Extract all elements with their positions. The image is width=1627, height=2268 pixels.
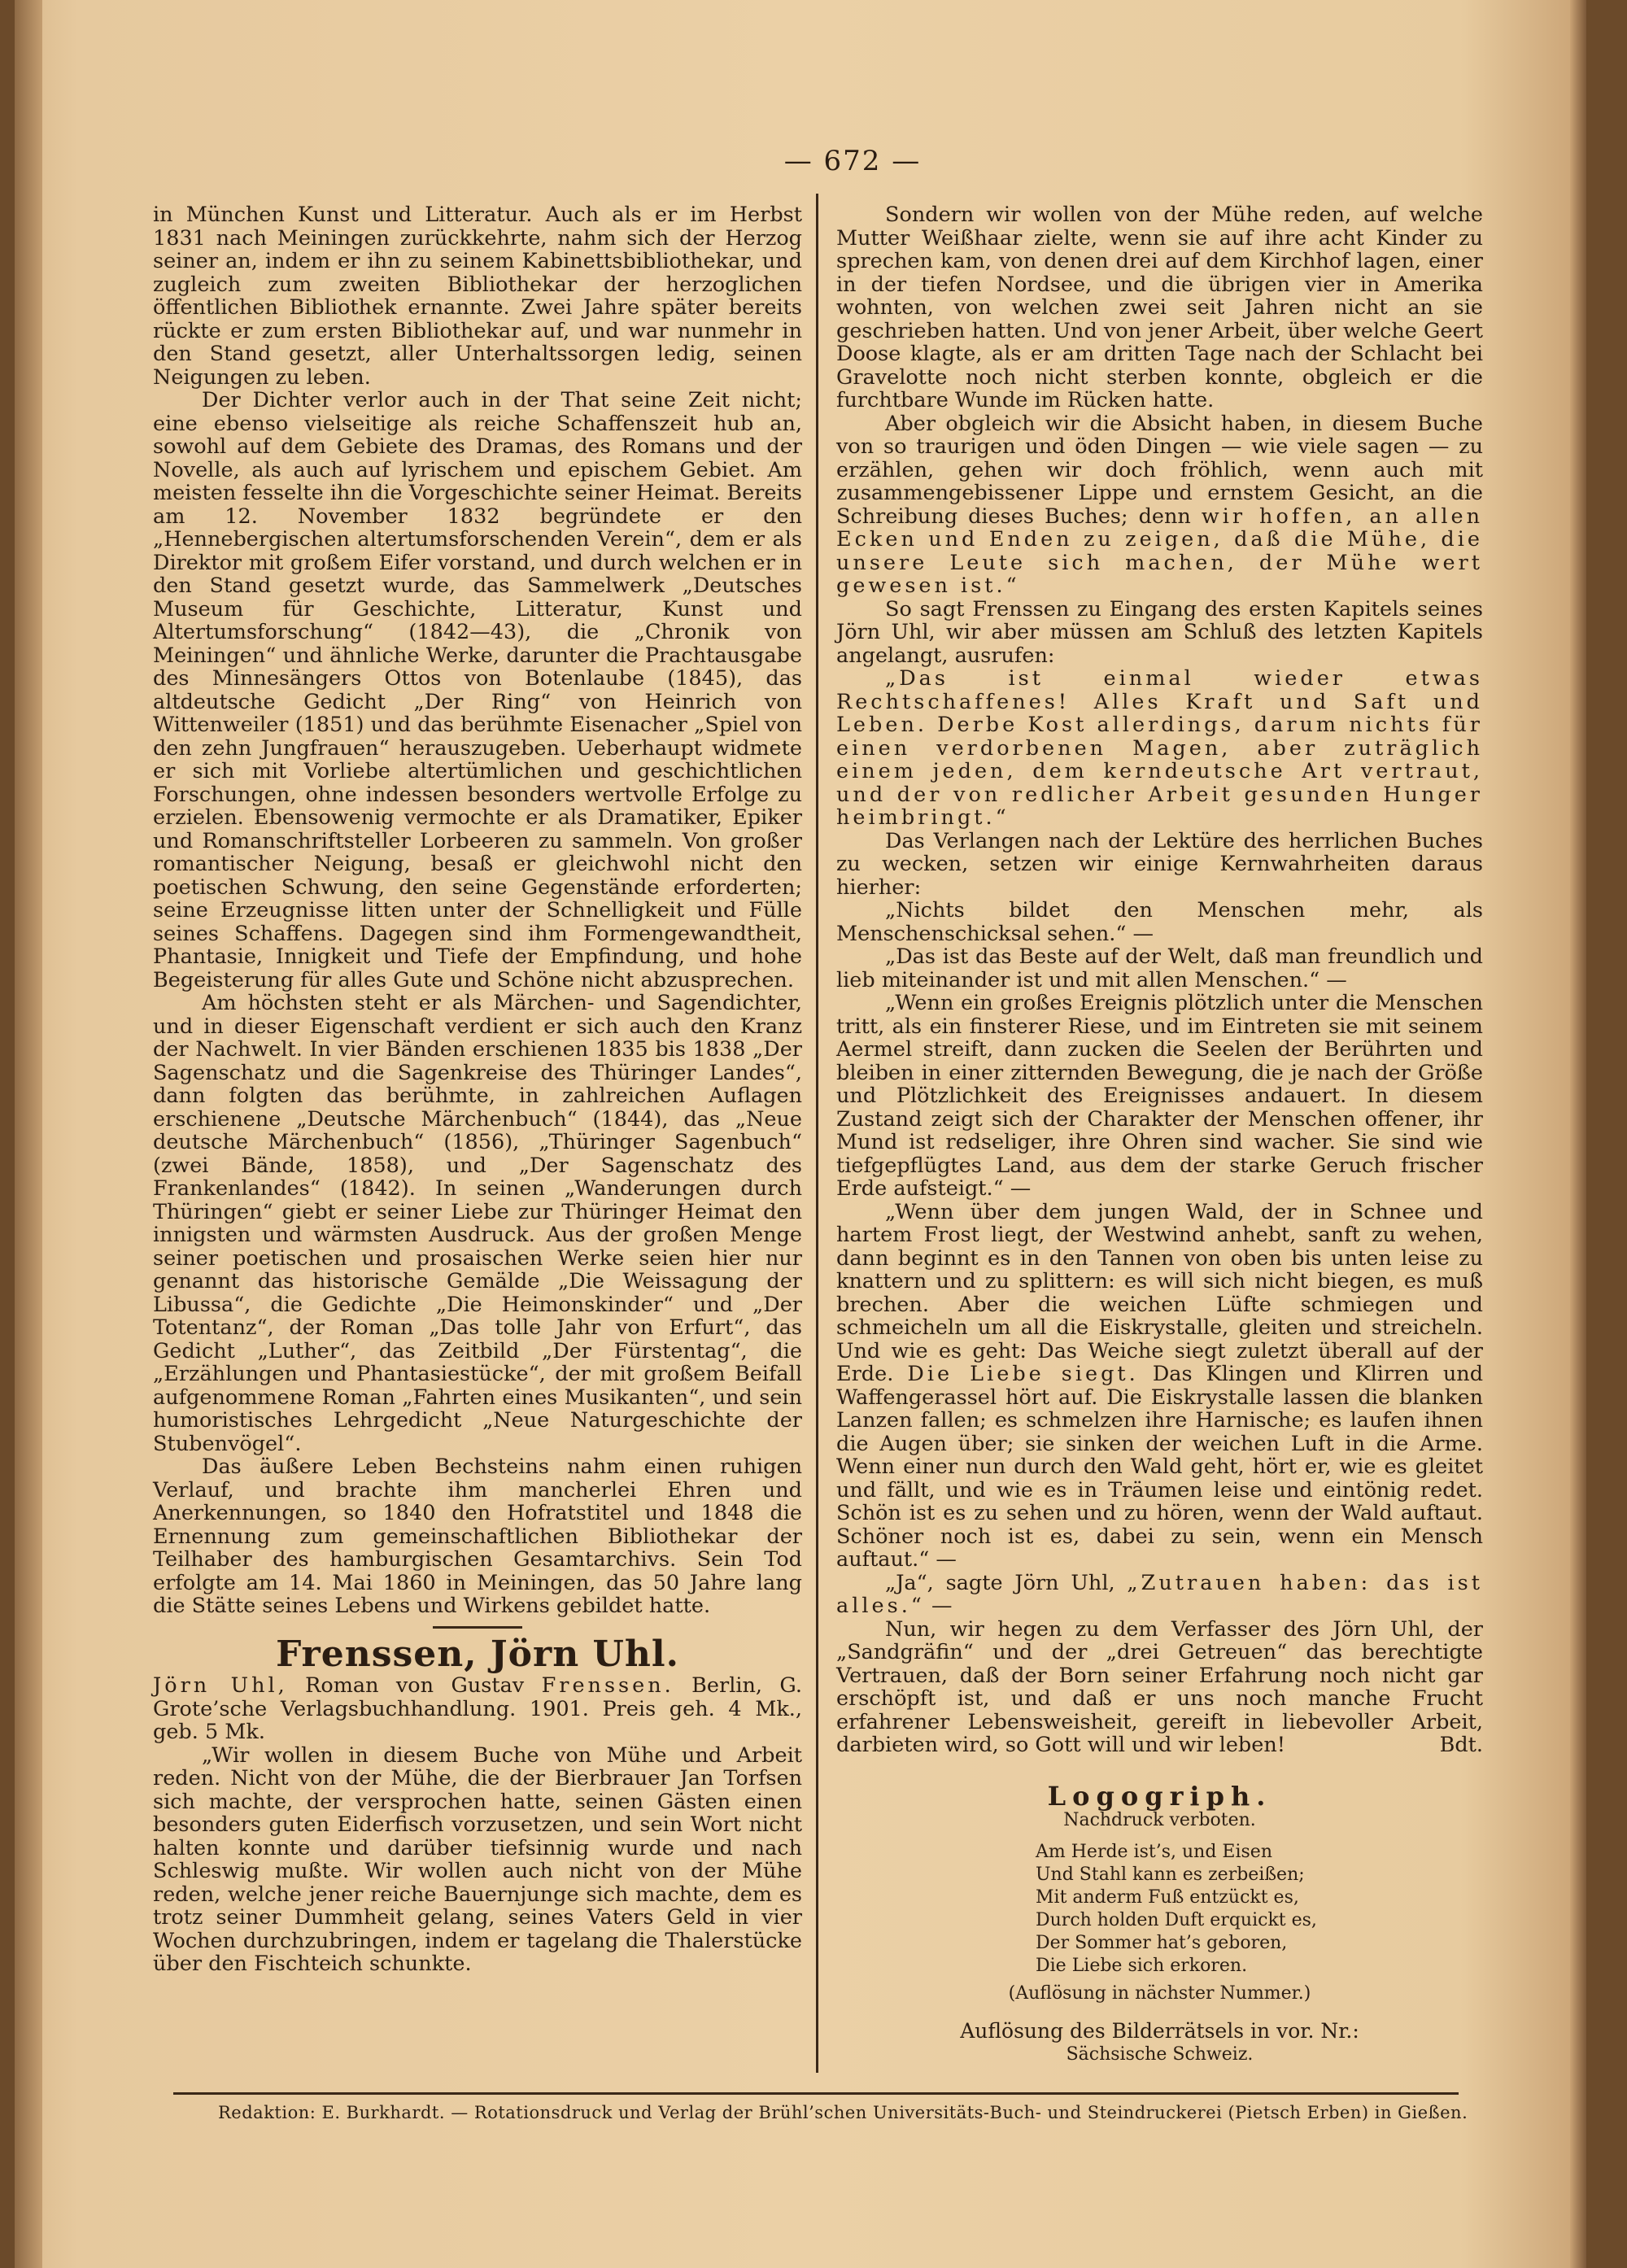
poem-line: Die Liebe sich erkoren.	[1036, 1955, 1248, 1976]
review-paragraph-2-text: Aber obgleich wir die Absicht haben, in diesem Buche von so traurigen und öden Dingen — wie viele sagen — zu erzählen, gehen wir doch fröhlich, wenn auch mit zusammengebissener Lippe und ernstem Gesicht, an die Schreibung dieses Buches; denn	[836, 411, 1483, 529]
quote-4-spaced: Die Liebe siegt.	[907, 1362, 1139, 1386]
review-paragraph-2-spaced: wir hoffen, an allen Ecken und Enden zu zeigen, daß die Mühe, die unsere Leute sich machen, der Mühe wert gewesen ist.“	[836, 504, 1483, 598]
imprint-footer: Redaktion: E. Burkhardt. — Rotationsdruck und Verlag der Brühl’schen Universitäts-Buch- und Steindruckerei (Pietsch Erben) in Gießen.	[218, 2103, 1468, 2122]
bibliographic-entry	[153, 1674, 802, 1744]
quote-5-text-b: —	[931, 1594, 953, 1618]
quote-4-text-b: Das Klingen und Klirren und Waffengerassel hört auf. Die Eiskrystalle lassen die blanken Lanzen fallen; es schmelzen ihre Harnische; es laufen ihnen die Augen über; sie sinken der weichen Luft in die Arme. Wenn einer nun durch den Wald geht, hört er, wie es gleitet und fällt, und wie es in Träumen leise und eintönig redet. Schön ist es zu sehen und zu hören, wenn der Wald auftaut. Schöner noch ist es, dabei zu sein, wenn ein Mensch auftaut.“ —	[836, 1362, 1484, 1572]
picture-puzzle-answer: Sächsische Schweiz.	[1066, 2043, 1254, 2065]
poem-line: Mit anderm Fuß entzückt es,	[1036, 1886, 1299, 1908]
poem-line: Am Herde ist’s, und Eisen	[1036, 1841, 1272, 1862]
page-edge	[1570, 0, 1586, 2268]
review-exclamation: „Das ist einmal wieder etwas Rechtschaffenes! Alles Kraft und Saft und Leben. Derbe Kost allerdings, darum nichts für einen verdorbenen Magen, aber zuträglich einem jeden, dem kerndeutsche Art vertraut, und der von redlicher Arbeit gesunden Hunger heimbringt.“	[836, 666, 1483, 830]
review-signature: Bdt.	[1439, 1733, 1483, 1757]
right-column	[836, 203, 1483, 2066]
book-author: Frenssen.	[541, 1673, 674, 1698]
quote-4	[836, 1201, 1483, 1572]
poem-line: Und Stahl kann es zerbeißen;	[1036, 1864, 1305, 1885]
quote-5	[836, 1572, 1483, 1618]
review-paragraph-2	[836, 412, 1483, 598]
book-title: Jörn Uhl,	[153, 1673, 288, 1698]
logogriph-heading: Logogriph.	[1047, 1780, 1272, 1812]
footer-rule	[173, 2092, 1459, 2095]
poem-line: Durch holden Duft erquickt es,	[1036, 1909, 1317, 1930]
solution-note: (Auflösung in nächster Nummer.)	[1008, 1982, 1311, 2004]
bechstein-paragraph-2: Der Dichter verlor auch in der That seine Zeit nicht; eine ebenso vielseitige als reiche Schaffenszeit hub an, sowohl auf dem Gebiete des Dramas, des Romans und der Novelle, als auch auf lyrischem und epischem Gebiet. Am meisten fesselte ihn die Vorgeschichte seiner Heimat. Bereits am 12. November 1832 begründete er den „Hennebergischen altertumsforschenden Verein“, dem er als Direktor mit großem Eifer vorstand, und durch welchen er in den Stand gesetzt wurde, das Sammelwerk „Deutsches Museum für Geschichte, Litteratur, Kunst und Altertumsforschung“ (1842—43), die „Chronik von Meiningen“ und ähnliche Werke, darunter die Prachtausgabe des Minnesängers Ottos von Botenlaube (1845), das altdeutsche Gedicht „Der Ring“ von Heinrich von Wittenweiler (1851) und das berühmte Eisenacher „Spiel von den zehn Jungfrauen“ herauszugeben. Ueberhaupt widmete er sich mit Vorliebe altertümlichen und geschichtlichen Forschungen, ohne indessen besonders wertvolle Erfolge zu erzielen. Ebensowenig vermochte er als Dramatiker, Epiker und Romanschriftsteller Lorbeeren zu sammeln. Von großer romantischer Neigung, besaß er gleichwohl nicht den poetischen Schwung, den seine Gegenstände erforderten; seine Erzeugnisse litten unter der Schnelligkeit und Fülle seines Schaffens. Dagegen sind ihm Formengewandtheit, Phantasie, Innigkeit und Tiefe der Empfindung, und hohe Begeisterung für alles Gute und Schöne nicht abzusprechen.	[153, 388, 802, 992]
quote-2: „Das ist das Beste auf der Welt, daß man freundlich und lieb miteinander ist und mit allen Menschen.“ —	[836, 944, 1483, 992]
quote-3: „Wenn ein großes Ereignis plötzlich unter die Menschen tritt, als ein finsterer Riese, und im Eintreten sie mit seinem Aermel streift, dann zucken die Seelen der Berührten und bleiben in einer zitternden Bewegung, die je nach der Größe und Plötzlichkeit des Ereignisses andauert. In diesem Zustand zeigt sich der Charakter der Menschen offener, ihr Mund ist redseliger, ihre Ohren sind wacher. Sie sind wie tiefgepflügtes Land, aus dem der starke Geruch frischer Erde aufsteigt.“ —	[836, 991, 1483, 1201]
logogriph-note: Nachdruck verboten.	[1063, 1810, 1256, 1830]
book-publisher: Berlin, G. Grote’sche Verlagsbuchhandlung. 1901. Preis geh. 4 Mk., geb. 5 Mk.	[153, 1673, 802, 1744]
bechstein-paragraph-3: Am höchsten steht er als Märchen- und Sagendichter, und in dieser Eigenschaft verdient er sich auch den Kranz der Nachwelt. In vier Bänden erschienen 1835 bis 1838 „Der Sagenschatz und die Sagenkreise des Thüringer Landes“, dann folgten das berühmte, in zahlreichen Auflagen erschienene „Deutsche Märchenbuch“ (1844), das „Neue deutsche Märchenbuch“ (1856), „Thüringer Sagenbuch“ (zwei Bände, 1858), und „Der Sagenschatz des Frankenlandes“ (1842). In seinen „Wanderungen durch Thüringen“ giebt er seiner Liebe zur Thüringer Heimat den innigsten und wärmsten Ausdruck. Aus der großen Menge seiner poetischen und prosaischen Werke seien hier nur genannt das historische Gemälde „Die Weissagung der Libussa“, die Gedichte „Die Heimonskinder“ und „Der Totentanz“, der Roman „Das tolle Jahr von Erfurt“, das Gedicht „Luther“, das Zeitbild „Der Fürstentag“, die „Erzählungen und Phantasiestücke“, der mit großem Beifall aufgenommene Roman „Fahrten eines Musikanten“, und sein humoristisches Lehrgedicht „Neue Naturgeschichte der Stubenvögel“.	[153, 991, 802, 1456]
review-closing-text: Nun, wir hegen zu dem Verfasser des Jörn Uhl, der „Sandgräfin“ und der „drei Getreuen“ das berechtigte Vertrauen, daß der Born seiner Erfahrung noch nicht gar erschöpft ist, und daß er uns noch manche Frucht erfahrener Lebensweisheit, gereift in liebevoller Arbeit, darbieten wird, so Gott will und wir leben!	[836, 1616, 1483, 1757]
review-paragraph-5: Das Verlangen nach der Lektüre des herrlichen Buches zu wecken, setzen wir einige Kernwahrheiten daraus hierher:	[836, 828, 1483, 900]
review-paragraph-1: Sondern wir wollen von der Mühe reden, auf welche Mutter Weißhaar zielte, wenn sie auf ihre acht Kinder zu sprechen kam, von denen drei auf dem Kirchhof lagen, einer in der tiefen Nordsee, und die übrigen vier in Amerika wohnten, von welchen zwei seit Jahren nicht an sie geschrieben hatten. Und von jener Arbeit, über welche Geert Doose klagte, als er am dritten Tage nach der Schlacht bei Gravelotte noch nicht sterben konnte, obgleich er die furchtbare Wunde im Rücken hatte.	[836, 203, 1483, 412]
page-spine	[15, 0, 42, 2268]
bechstein-paragraph-1: in München Kunst und Litteratur. Auch als er im Herbst 1831 nach Meiningen zurückkehrte, nahm sich der Herzog seiner an, indem er ihn zu seinem Kabinettsbibliothekar, und zugleich zum zweiten Bibliothekar der herzoglichen öffentlichen Bibliothek ernannte. Zwei Jahre später bereits rückte er zum ersten Bibliothekar auf, und war nunmehr in den Stand gesetzt, aller Unterhaltssorgen ledig, seinen Neigungen zu leben.	[153, 203, 802, 390]
quote-5-text-a: „Ja“, sagte Jörn Uhl,	[885, 1570, 1115, 1595]
left-column	[153, 203, 802, 1976]
picture-puzzle-answer-label: Auflösung des Bilderrätsels in vor. Nr.:	[960, 2019, 1359, 2043]
book-author-prefix: Roman von Gustav	[305, 1673, 525, 1698]
column-divider	[816, 194, 818, 2073]
review-heading: Frenssen, Jörn Uhl.	[276, 1633, 679, 1675]
section-separator	[433, 1626, 522, 1629]
bechstein-paragraph-4: Das äußere Leben Bechsteins nahm einen ruhigen Verlauf, und brachte ihm mancherlei Ehren und Anerkennungen, so 1840 den Hofratstitel und 1848 die Ernennung zum gemeinschaftlichen Bibliothekar der Teilhaber des hamburgischen Gesamtarchivs. Sein Tod erfolgte am 14. Mai 1860 in Meiningen, das 50 Jahre lang die Stätte seines Lebens und Wirkens gebildet hatte.	[153, 1455, 802, 1618]
newspaper-page	[15, 0, 1586, 2268]
quote-5-spaced: „Zutrauen haben: das ist alles.“	[836, 1570, 1483, 1618]
page-number: — 672 —	[783, 145, 922, 177]
review-paragraph-3: So sagt Frenssen zu Eingang des ersten Kapitels seines Jörn Uhl, wir aber müssen am Schluß des letzten Kapitels angelangt, ausrufen:	[836, 596, 1483, 668]
logogriph-poem	[1036, 1841, 1483, 1978]
quote-1: „Nichts bildet den Menschen mehr, als Menschenschicksal sehen.“ —	[836, 898, 1483, 946]
review-closing	[836, 1618, 1483, 1757]
quote-4-text-a: „Wenn über dem jungen Wald, der in Schnee und hartem Frost liegt, der Westwind anhebt, sanft zu wehen, dann beginnt es in den Tannen von oben bis unten leise zu knattern und zu splittern: es will sich nicht biegen, es muß brechen. Aber die weichen Lüfte schmiegen und schmeicheln um all die Eiskrystalle, gleiten und streicheln. Und wie es geht: Das Weiche siegt zuletzt überall auf der Erde.	[836, 1199, 1483, 1386]
poem-line: Der Sommer hat’s geboren,	[1036, 1932, 1288, 1953]
review-quote-paragraph: „Wir wollen in diesem Buche von Mühe und Arbeit reden. Nicht von der Mühe, die der Bierbrauer Jan Torfsen sich machte, der versprochen hatte, seinen Gästen einen besonders guten Eiderfisch vorzusetzen, und sein Wort nicht halten konnte und darüber tiefsinnig wurde und nach Schleswig mußte. Wir wollen auch nicht von der Mühe reden, welche jener reiche Bauernjunge sich machte, dem es trotz seiner Dummheit gelang, seines Vaters Geld in vier Wochen durchzubringen, indem er tagelang die Thalerstücke über den Fischteich schunkte.	[153, 1742, 802, 1976]
